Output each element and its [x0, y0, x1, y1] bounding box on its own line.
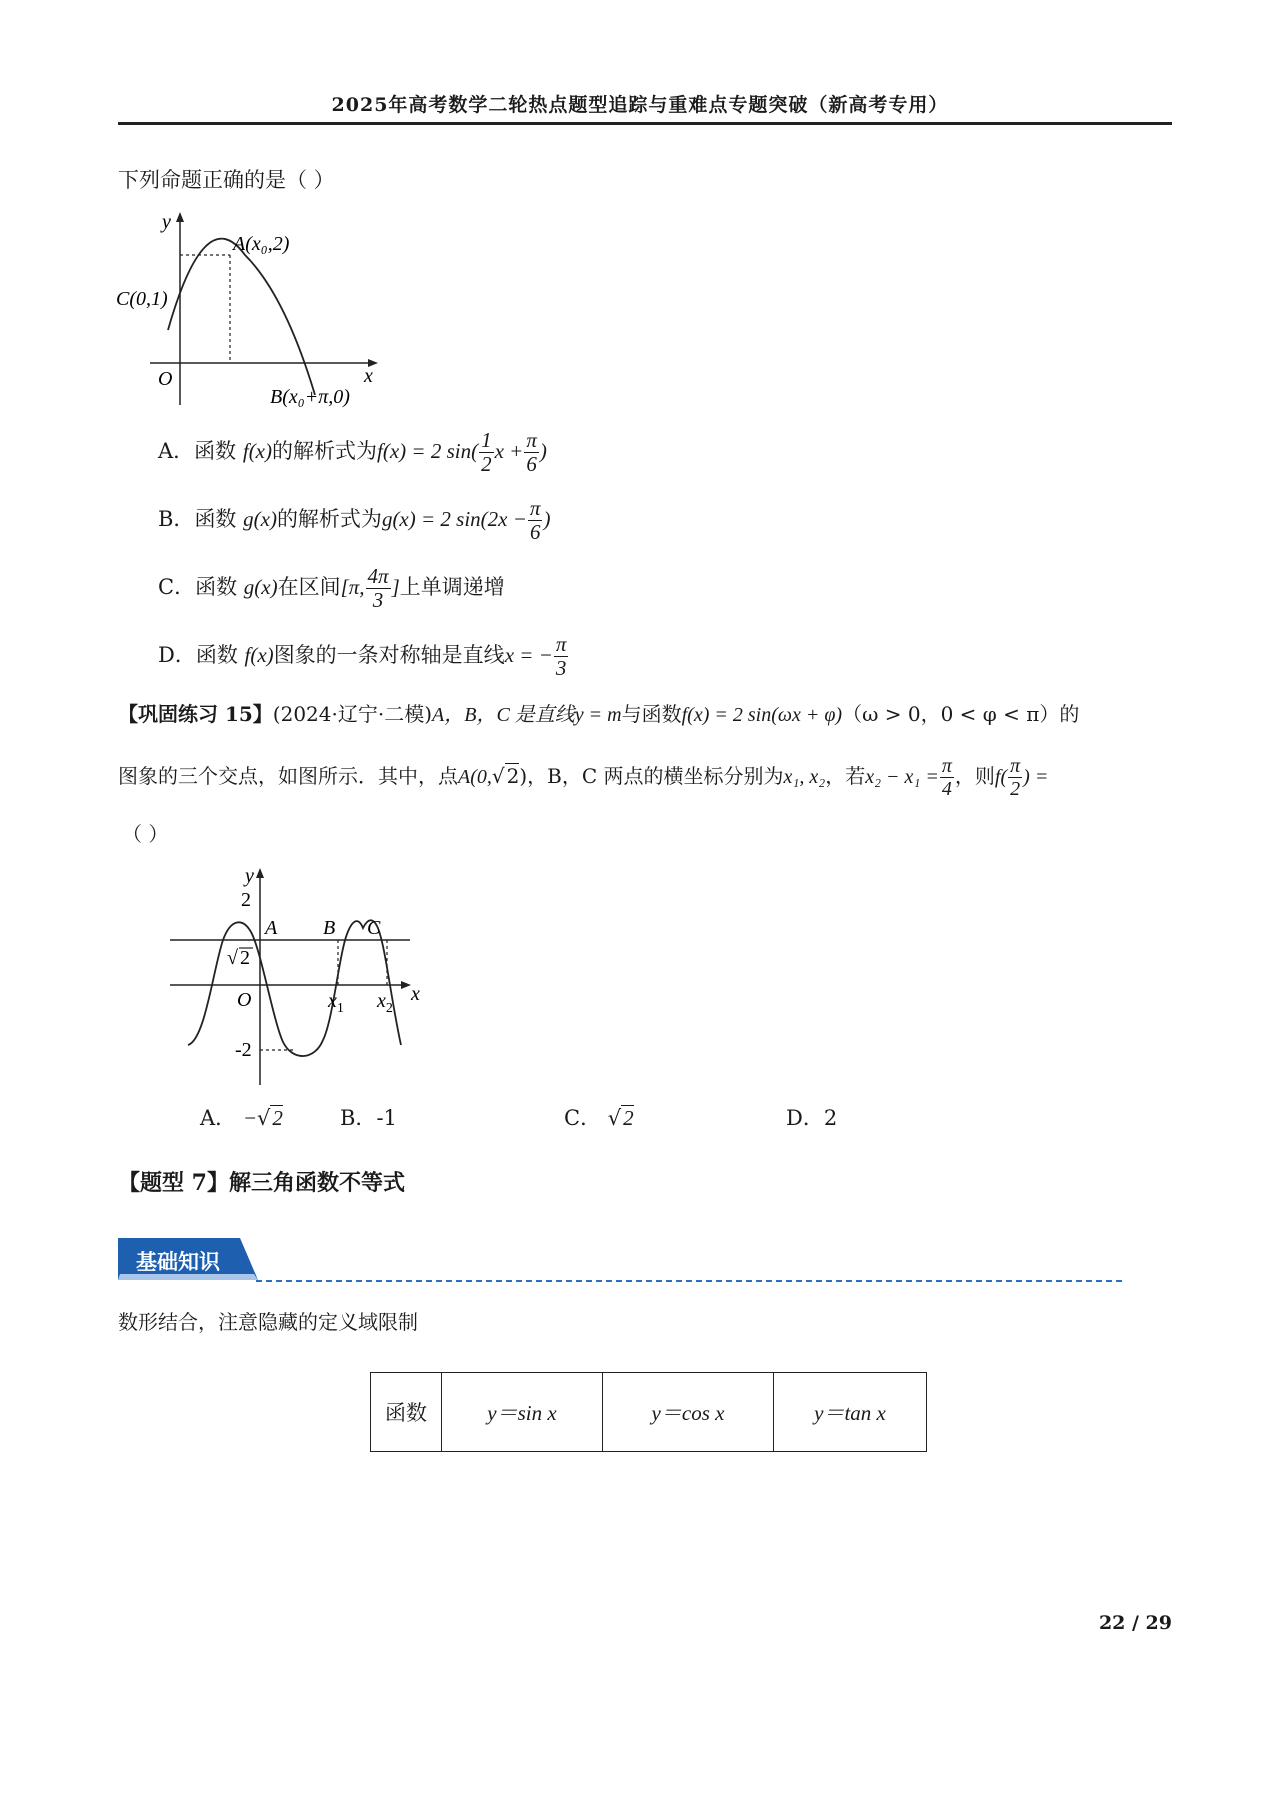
page-header: 2025年高考数学二轮热点题型追踪与重难点专题突破（新高考专用）: [331, 94, 949, 116]
graph2-origin: O: [237, 989, 252, 1011]
graph2-label-neg2: -2: [235, 1039, 252, 1061]
question-prompt: 下列命题正确的是（ ）: [118, 168, 335, 192]
graph1-curve: [168, 239, 315, 395]
graph1-origin: O: [158, 368, 173, 390]
graph1-point-a: A(x₀,2): [233, 233, 290, 255]
option2-d: D．2: [786, 1106, 838, 1130]
graph1-point-c: C(0,1): [116, 288, 168, 310]
table-cell-cos: y＝cos x: [603, 1373, 774, 1452]
graph1-point-b: B(x₀+π,0): [270, 386, 350, 408]
graph1-x-label: x: [364, 365, 373, 387]
option1-c: C．函数 g(x)在区间[π, $\frac{4\pi}{3}$ ]上单调递增: [158, 564, 505, 612]
graph2-y-arrow: [256, 868, 264, 878]
option2-b: B．-1: [340, 1106, 397, 1130]
table-cell-tan: y＝tan x: [774, 1373, 927, 1452]
graph2-x-label: x: [411, 983, 420, 1005]
option2-a: A． −√2: [200, 1106, 283, 1130]
table-row: [371, 1373, 927, 1452]
graph2-label-c: C: [367, 917, 381, 939]
graph1-y-arrow: [176, 212, 184, 222]
practice15-line2: 图象的三个交点，如图所示．其中，点A(0,√ 2)，B，C 两点的横坐标分别为x₁, x₂，若x₂ − x₁ = $\frac{\pi}{4}$ ，则f( $\frac{\pi}{2}$ ) =: [118, 755, 1049, 800]
graph2-label-x1: $x_1$: [328, 990, 344, 1016]
badge-dashline: [256, 1280, 1122, 1282]
header-rule: [118, 122, 1172, 125]
graph2-sqrt-sign: √: [227, 947, 238, 969]
graph2-label-x2: $x_2$: [377, 990, 393, 1016]
table-cell-header: 函数: [371, 1373, 442, 1452]
option2-c: C． √2: [564, 1106, 634, 1130]
graph2-x-arrow: [401, 981, 411, 989]
graph2-label-b: B: [323, 917, 336, 939]
graph1-y-label: y: [162, 211, 171, 233]
graph1-figure: [110, 210, 400, 410]
practice15-blank: （ ）: [122, 822, 169, 846]
practice15-line1: 【巩固练习 15】(2024·辽宁·二模)A，B，C 是直线y = m与函数f(x) = 2 sin(ωx + φ)（ω > 0，0 < φ < π）的: [118, 702, 1080, 726]
graph2-label-a: A: [265, 917, 278, 939]
section-title: 【题型 7】解三角函数不等式: [118, 1170, 405, 1196]
graph2-figure: [165, 860, 435, 1090]
option1-b: B．函数 g(x)的解析式为g(x) = 2 sin(2x − $\frac{\pi}{6}$ ): [158, 496, 551, 544]
graph2-y-label: y: [245, 865, 254, 887]
option1-d: D．函数 f(x)图象的一条对称轴是直线x = − $\frac{\pi}{3}$: [158, 632, 567, 680]
badge-label: 基础知识: [136, 1250, 220, 1274]
graph2-label-2: 2: [241, 889, 251, 911]
graph2-label-sqrt2: 2: [240, 947, 250, 969]
note-text: 数形结合，注意隐藏的定义域限制: [118, 1310, 418, 1334]
function-table: [370, 1372, 927, 1452]
page-number: 22 / 29: [1098, 1612, 1172, 1634]
option1-a: A．函数 f(x)的解析式为f(x) = 2 sin( $\frac{1}{2}$ x + $\frac{\pi}{6}$ ): [158, 428, 547, 476]
table-cell-sin: y＝sin x: [442, 1373, 603, 1452]
